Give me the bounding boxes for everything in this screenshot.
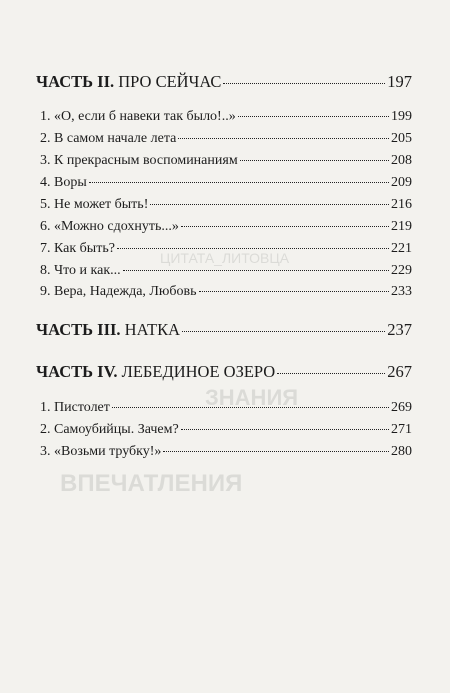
toc-part-4 — [36, 362, 412, 382]
entry-title: 7. Как быть? — [40, 241, 115, 256]
entry-page: 269 — [391, 400, 412, 415]
show-through-text: ЦИТАТА_ЛИТОВЦА — [160, 250, 290, 266]
part-name: ПРО СЕЙЧАС — [118, 72, 222, 91]
toc-part-2 — [36, 72, 412, 92]
toc-entry — [40, 422, 412, 438]
entry-title: 2. Самоубийцы. Зачем? — [40, 422, 179, 437]
entry-page: 271 — [391, 422, 412, 437]
part-name: НАТКА — [124, 320, 181, 339]
dot-leader — [240, 160, 389, 161]
dot-leader — [181, 226, 389, 227]
entry-page: 205 — [391, 131, 412, 146]
toc-entry — [40, 197, 412, 213]
toc-entry — [40, 241, 412, 257]
dot-leader — [181, 429, 389, 430]
entry-title: 3. «Возьми трубку!» — [40, 444, 162, 459]
dot-leader — [223, 83, 385, 84]
entry-page: 209 — [391, 175, 412, 190]
entry-page: 216 — [391, 197, 412, 212]
entry-page: 280 — [391, 444, 412, 459]
part-number: ЧАСТЬ III. — [36, 320, 121, 339]
toc-entry — [40, 263, 412, 279]
toc-entry — [40, 444, 412, 460]
dot-leader — [112, 407, 389, 408]
toc-entry — [40, 131, 412, 147]
dot-leader — [117, 248, 389, 249]
entry-page: 229 — [391, 263, 412, 278]
dot-leader — [89, 182, 389, 183]
entry-page: 208 — [391, 153, 412, 168]
toc-entry — [40, 284, 412, 300]
entry-page: 221 — [391, 241, 412, 256]
show-through-text: ЗНАНИЯ — [205, 385, 299, 410]
part-page: 197 — [387, 72, 412, 91]
dot-leader — [277, 373, 385, 374]
dot-leader — [199, 291, 389, 292]
show-through-text: ВПЕЧАТЛЕНИЯ — [60, 470, 243, 497]
toc-part-3 — [36, 320, 412, 340]
toc-entry — [40, 400, 412, 416]
dot-leader — [150, 204, 389, 205]
dot-leader — [178, 138, 389, 139]
entry-title: 1. «О, если б навеки так было!..» — [40, 109, 236, 124]
dot-leader — [182, 331, 385, 332]
part-number: ЧАСТЬ IV. — [36, 362, 118, 381]
entry-title: 6. «Можно сдохнуть...» — [40, 219, 179, 234]
part-page: 237 — [387, 320, 412, 339]
part-page: 267 — [387, 362, 412, 381]
entry-title: 1. Пистолет — [40, 400, 110, 415]
entry-title: 5. Не может быть! — [40, 197, 149, 212]
entry-title: 4. Воры — [40, 175, 87, 190]
toc-entry — [40, 219, 412, 235]
part-name: ЛЕБЕДИНОЕ ОЗЕРО — [121, 362, 276, 381]
entry-title: 8. Что и как... — [40, 263, 121, 278]
entry-page: 219 — [391, 219, 412, 234]
toc-entry — [40, 109, 412, 125]
part-number: ЧАСТЬ II. — [36, 72, 115, 91]
dot-leader — [123, 270, 389, 271]
dot-leader — [163, 451, 389, 452]
entry-title: 9. Вера, Надежда, Любовь — [40, 284, 197, 299]
entry-title: 3. К прекрасным воспоминаниям — [40, 153, 238, 168]
entry-page: 233 — [391, 284, 412, 299]
dot-leader — [238, 116, 389, 117]
toc-entry — [40, 153, 412, 169]
entry-title: 2. В самом начале лета — [40, 131, 177, 146]
entry-page: 199 — [391, 109, 412, 124]
toc-entry — [40, 175, 412, 191]
